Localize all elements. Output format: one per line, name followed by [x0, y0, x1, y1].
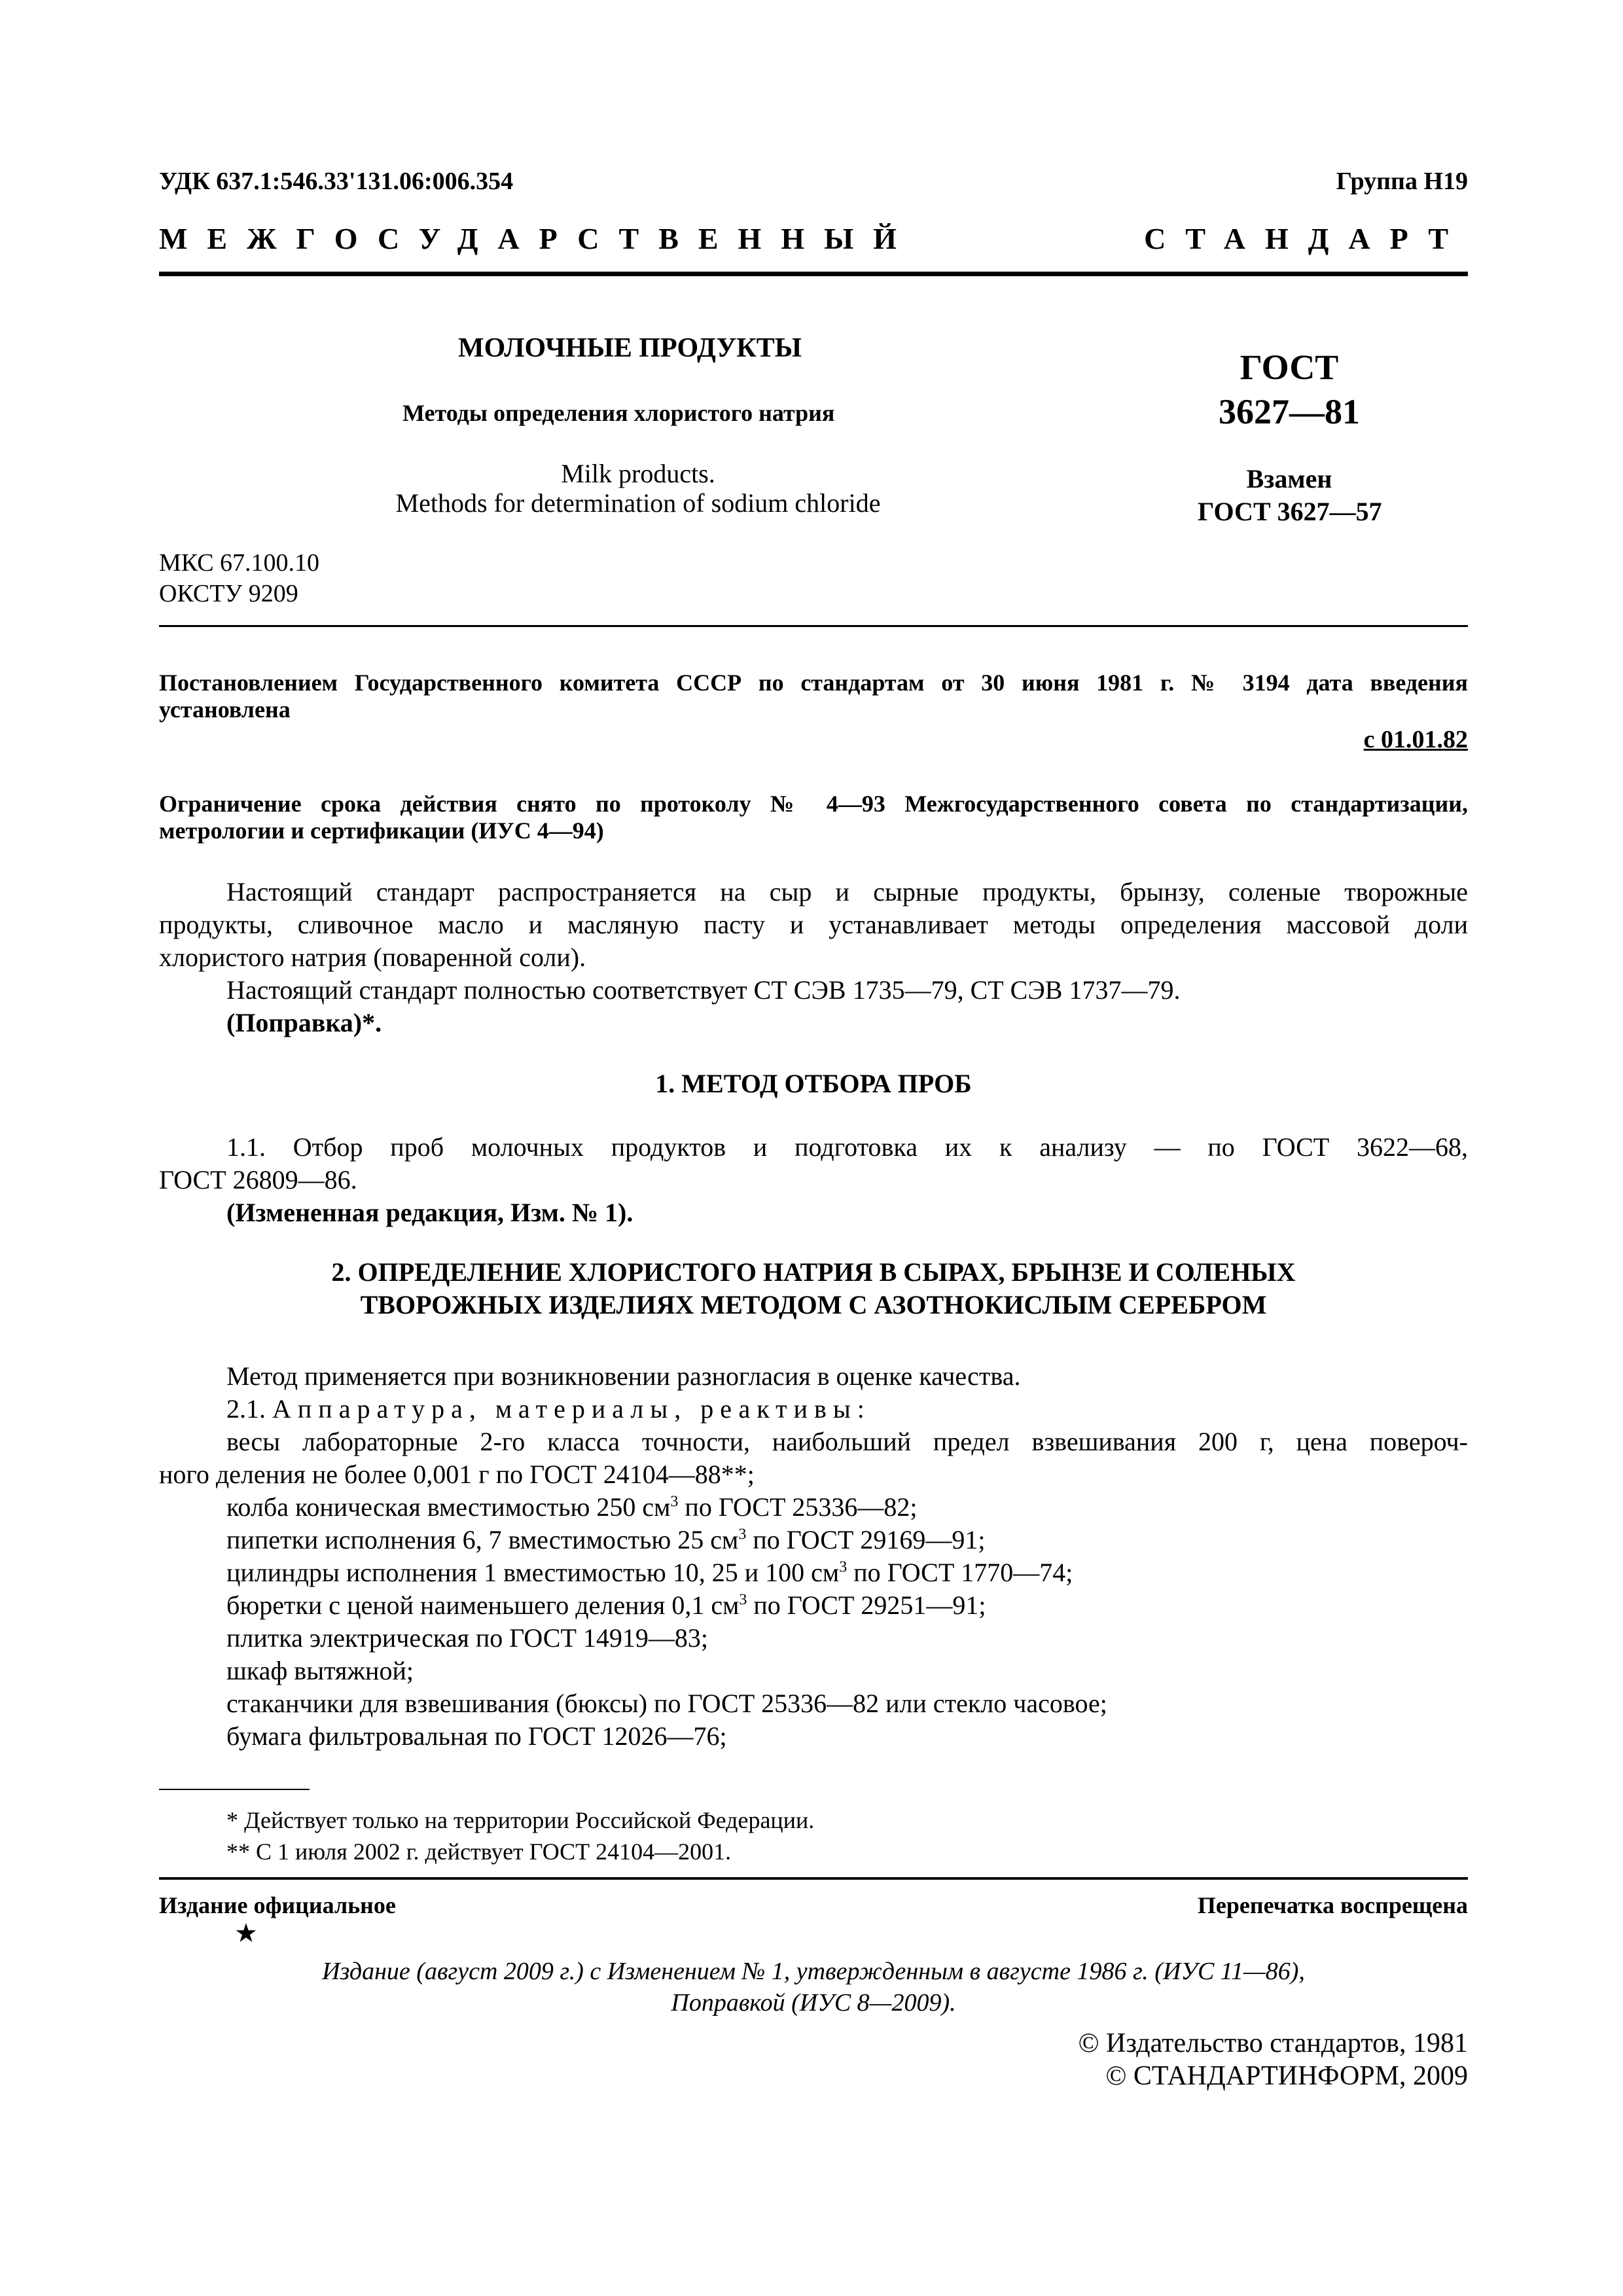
item-fume-hood: шкаф вытяжной; — [226, 1656, 414, 1685]
item-flask — [226, 1491, 1468, 1524]
section2-heading-line2: ТВОРОЖНЫХ ИЗДЕЛИЯХ МЕТОДОМ С АЗОТНОКИСЛЫМ СЕРЕБРОМ — [360, 1290, 1267, 1319]
header-rule — [159, 272, 1468, 276]
footnote-separator — [159, 1789, 310, 1790]
copyright-2009: © СТАНДАРТИНФОРМ, 2009 — [1105, 2061, 1468, 2091]
replaces-label: Взамен — [1246, 464, 1332, 493]
item-burettes-text: бюретки с ценой наименьшего деления 0,1 см — [226, 1590, 740, 1620]
edition-info-line2: Поправкой (ИУС 8—2009). — [671, 1989, 956, 2017]
limitation-line1: Ограничение срока действия снято по протоколу № 4—93 Межгосударственного совета по стандартизации, — [159, 791, 1468, 817]
effective-date: с 01.01.82 — [1363, 726, 1468, 753]
superscript-3: 3 — [738, 1526, 747, 1543]
decree-line1: Постановлением Государственного комитета СССР по стандартам от 30 июня 1981 г. № 3194 дата введения — [159, 670, 1468, 696]
item-flask-ref: по ГОСТ 25336—82; — [678, 1492, 918, 1522]
clause-title: Аппаратура, материалы, реактивы: — [272, 1394, 871, 1424]
gost-label: ГОСТ — [1240, 348, 1339, 387]
section1-line2: ГОСТ 26809—86. — [159, 1165, 357, 1194]
okstu-code: ОКСТУ 9209 — [159, 580, 298, 607]
item-cylinders-ref: по ГОСТ 1770—74; — [847, 1558, 1073, 1587]
superscript-3: 3 — [839, 1558, 847, 1576]
item-flask-text: колба коническая вместимостью 250 см — [226, 1492, 671, 1522]
item-weighing-bottles: стаканчики для взвешивания (бюксы) по ГОСТ 25336—82 или стекло часовое; — [226, 1689, 1107, 1718]
section1-line1: 1.1. Отбор проб молочных продуктов и подготовка их к анализу — по ГОСТ 3622—68, — [226, 1132, 1468, 1162]
group-code: Группа Н19 — [1336, 168, 1468, 195]
copyright-1981: © Издательство стандартов, 1981 — [1078, 2028, 1468, 2058]
item-scales-line2: ного деления не более 0,001 г по ГОСТ 24104—88**; — [159, 1460, 755, 1489]
reprint-prohibited-label: Перепечатка воспрещена — [1197, 1892, 1468, 1918]
english-title-line2: Methods for determination of sodium chloride — [395, 488, 881, 518]
limitation-line2: метрологии и сертификации (ИУС 4—94) — [159, 817, 604, 844]
footnote-1: * Действует только на территории Российской Федерации. — [226, 1807, 815, 1833]
item-burettes — [226, 1589, 1468, 1622]
item-scales-line1: весы лабораторные 2-го класса точности, наибольший предел взвешивания 200 г, цена повероч- — [226, 1427, 1468, 1456]
decree-line2: установлена — [159, 696, 291, 723]
intro-line4: Настоящий стандарт полностью соответствует СТ СЭВ 1735—79, СТ СЭВ 1737—79. — [226, 975, 1181, 1005]
intro-correction: (Поправка)*. — [226, 1008, 382, 1037]
section2-heading-line1: 2. ОПРЕДЕЛЕНИЕ ХЛОРИСТОГО НАТРИЯ В СЫРАХ, БРЫНЗЕ И СОЛЕНЫХ — [331, 1257, 1296, 1287]
intro-line1: Настоящий стандарт распространяется на сыр и сырные продукты, брынзу, соленые творожные — [226, 877, 1468, 906]
doc-subtitle: Методы определения хлористого натрия — [402, 400, 835, 426]
official-edition-label: Издание официальное — [159, 1892, 396, 1918]
title-rule — [159, 625, 1468, 627]
edition-info-line1: Издание (август 2009 г.) с Изменением № 1, утвержденным в августе 1986 г. (ИУС 11—86), — [322, 1958, 1305, 1985]
item-cylinders-text: цилиндры исполнения 1 вместимостью 10, 25 и 100 см — [226, 1558, 840, 1587]
footer-rule — [159, 1877, 1468, 1880]
standard-banner: МЕЖГОСУДАРСТВЕННЫЙ СТАНДАРТ — [159, 222, 1468, 255]
item-burettes-ref: по ГОСТ 29251—91; — [747, 1590, 986, 1620]
footnote-2: ** С 1 июля 2002 г. действует ГОСТ 24104—2001. — [226, 1839, 732, 1865]
section1-amendment-note: (Измененная редакция, Изм. № 1). — [226, 1198, 633, 1227]
doc-title: МОЛОЧНЫЕ ПРОДУКТЫ — [458, 333, 802, 363]
english-title-line1: Milk products. — [561, 459, 715, 488]
clause-number: 2.1. — [226, 1394, 266, 1424]
item-pipettes-ref: по ГОСТ 29169—91; — [746, 1525, 986, 1554]
gost-number: 3627—81 — [1219, 392, 1360, 431]
replaces-number: ГОСТ 3627—57 — [1198, 497, 1382, 526]
mks-code: МКС 67.100.10 — [159, 549, 320, 577]
star-icon: ★ — [234, 1918, 258, 1948]
superscript-3: 3 — [670, 1493, 679, 1511]
item-hotplate: плитка электрическая по ГОСТ 14919—83; — [226, 1623, 709, 1653]
section2-clause-2-1 — [226, 1393, 1468, 1426]
superscript-3: 3 — [739, 1591, 747, 1609]
item-pipettes-text: пипетки исполнения 6, 7 вместимостью 25 см — [226, 1525, 739, 1554]
item-pipettes — [226, 1524, 1468, 1556]
item-cylinders — [226, 1556, 1468, 1589]
section2-method-note: Метод применяется при возникновении разногласия в оценке качества. — [226, 1361, 1021, 1391]
section1-heading: 1. МЕТОД ОТБОРА ПРОБ — [655, 1069, 972, 1098]
item-filter-paper: бумага фильтровальная по ГОСТ 12026—76; — [226, 1721, 727, 1751]
intro-line3: хлористого натрия (поваренной соли). — [159, 942, 586, 972]
intro-line2: продукты, сливочное масло и масляную пасту и устанавливает методы определения массовой доли — [159, 910, 1468, 939]
udk-code: УДК 637.1:546.33'131.06:006.354 — [159, 168, 514, 195]
